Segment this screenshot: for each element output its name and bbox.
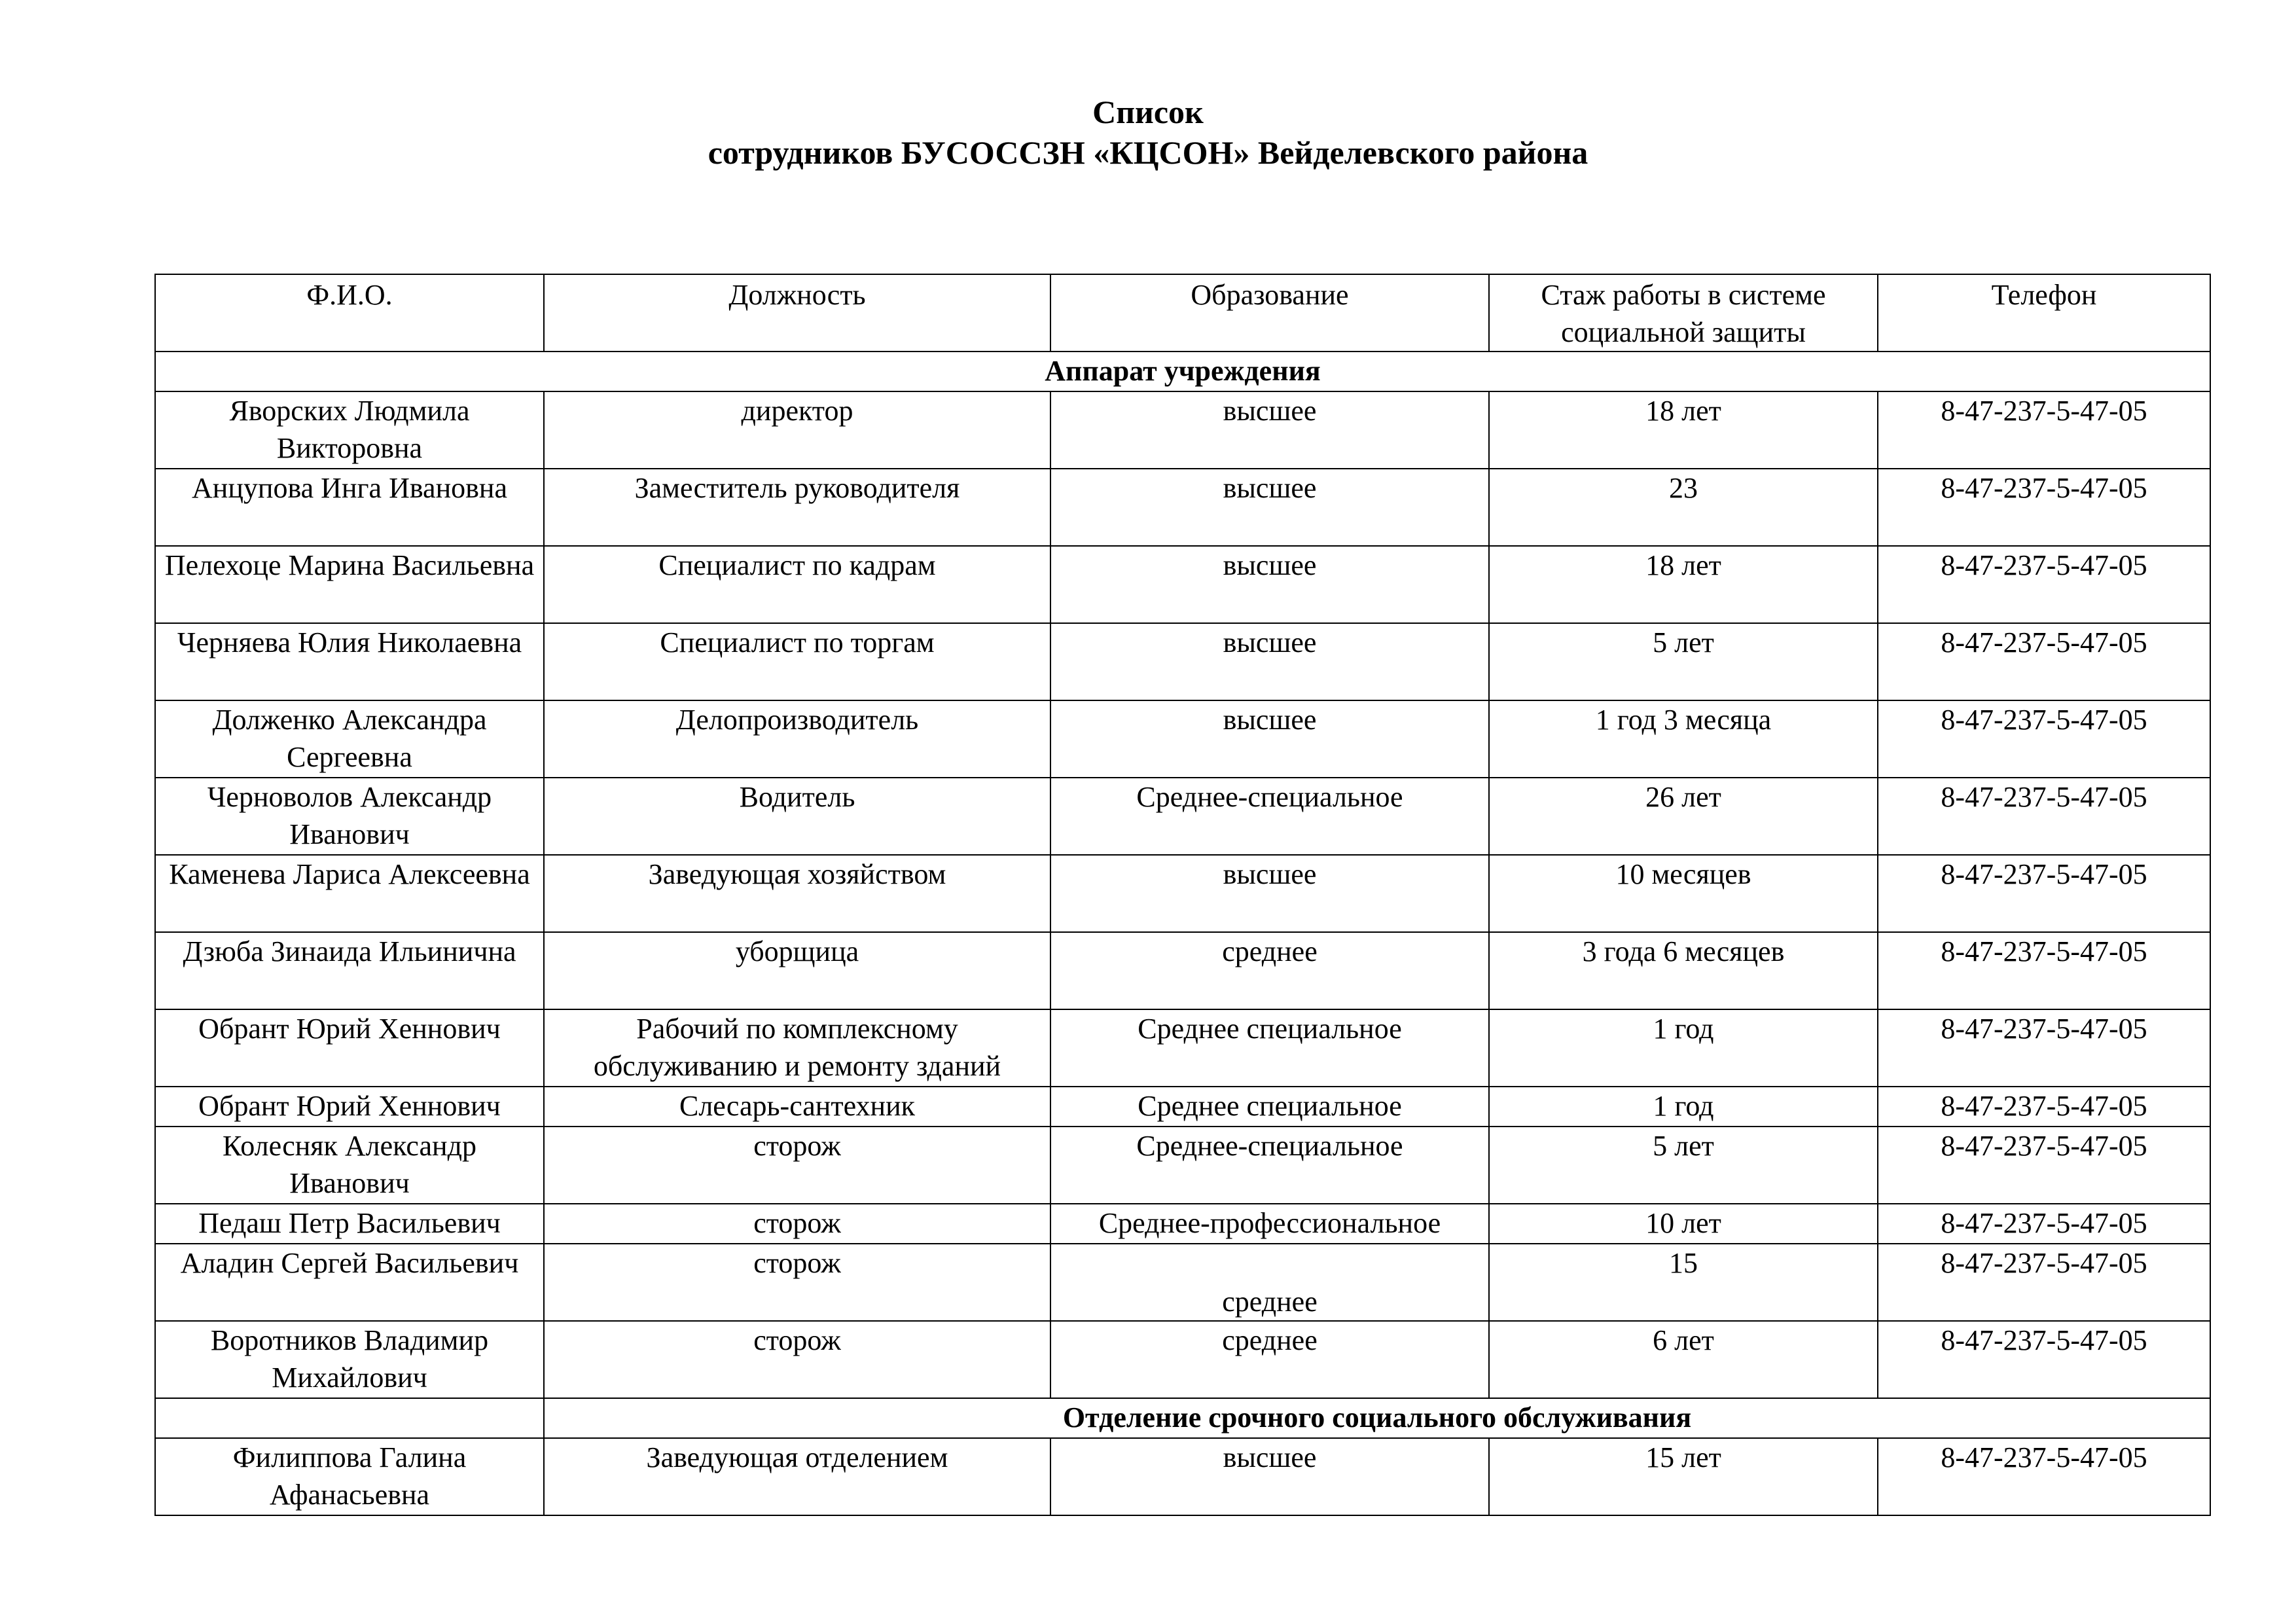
cell-position: сторож xyxy=(544,1244,1050,1321)
table-row xyxy=(155,546,2210,623)
cell-experience: 6 лет xyxy=(1489,1321,1878,1398)
cell-education: Среднее-профессиональное xyxy=(1050,1204,1489,1244)
table-row xyxy=(155,469,2210,546)
cell-education: высшее xyxy=(1050,855,1489,932)
cell-name: Яворских Людмила Викторовна xyxy=(155,391,544,469)
cell-phone: 8-47-237-5-47-05 xyxy=(1878,1127,2210,1204)
cell-experience: 1 год xyxy=(1489,1009,1878,1087)
cell-phone: 8-47-237-5-47-05 xyxy=(1878,1244,2210,1321)
cell-education: Среднее-специальное xyxy=(1050,1127,1489,1204)
cell-name: Колесняк Александр Иванович xyxy=(155,1127,544,1204)
cell-phone: 8-47-237-5-47-05 xyxy=(1878,623,2210,700)
cell-position: Специалист по кадрам xyxy=(544,546,1050,623)
cell-experience: 1 год 3 месяца xyxy=(1489,700,1878,778)
cell-position: Слесарь-сантехник xyxy=(544,1087,1050,1127)
cell-name: Обрант Юрий Хеннович xyxy=(155,1009,544,1087)
cell-phone: 8-47-237-5-47-05 xyxy=(1878,469,2210,546)
table-header-row xyxy=(155,274,2210,352)
cell-position: Заведующая хозяйством xyxy=(544,855,1050,932)
section-row xyxy=(155,352,2210,391)
cell-name: Воротников Владимир Михайлович xyxy=(155,1321,544,1398)
cell-experience: 10 месяцев xyxy=(1489,855,1878,932)
table-row xyxy=(155,623,2210,700)
cell-experience: 5 лет xyxy=(1489,1127,1878,1204)
cell-phone: 8-47-237-5-47-05 xyxy=(1878,1438,2210,1515)
cell-phone: 8-47-237-5-47-05 xyxy=(1878,778,2210,855)
table-row xyxy=(155,1009,2210,1087)
cell-name: Каменева Лариса Алексеевна xyxy=(155,855,544,932)
cell-position: Заместитель руководителя xyxy=(544,469,1050,546)
cell-education: высшее xyxy=(1050,469,1489,546)
cell-name: Дзюба Зинаида Ильинична xyxy=(155,932,544,1009)
cell-name: Педаш Петр Васильевич xyxy=(155,1204,544,1244)
cell-name: Черняева Юлия Николаевна xyxy=(155,623,544,700)
cell-name: Пелехоце Марина Васильевна xyxy=(155,546,544,623)
table-row xyxy=(155,391,2210,469)
cell-name: Обрант Юрий Хеннович xyxy=(155,1087,544,1127)
cell-position: сторож xyxy=(544,1127,1050,1204)
cell-phone: 8-47-237-5-47-05 xyxy=(1878,391,2210,469)
cell-name: Черноволов Александр Иванович xyxy=(155,778,544,855)
document-title: Список xyxy=(1092,94,1204,130)
header-name: Ф.И.О. xyxy=(155,274,544,352)
cell-experience: 1 год xyxy=(1489,1087,1878,1127)
cell-education: среднее xyxy=(1050,932,1489,1009)
cell-experience: 3 года 6 месяцев xyxy=(1489,932,1878,1009)
cell-experience: 23 xyxy=(1489,469,1878,546)
cell-phone: 8-47-237-5-47-05 xyxy=(1878,1204,2210,1244)
table-row xyxy=(155,855,2210,932)
cell-name: Филиппова Галина Афанасьевна xyxy=(155,1438,544,1515)
cell-position: сторож xyxy=(544,1321,1050,1398)
section-title: Аппарат учреждения xyxy=(155,352,2210,391)
staff-table xyxy=(154,274,2211,1516)
header-phone: Телефон xyxy=(1878,274,2210,352)
header-position: Должность xyxy=(544,274,1050,352)
table-row xyxy=(155,1204,2210,1244)
cell-education: среднее xyxy=(1050,1244,1489,1321)
cell-phone: 8-47-237-5-47-05 xyxy=(1878,1087,2210,1127)
cell-education: Среднее-специальное xyxy=(1050,778,1489,855)
cell-phone: 8-47-237-5-47-05 xyxy=(1878,932,2210,1009)
table-row xyxy=(155,700,2210,778)
cell-phone: 8-47-237-5-47-05 xyxy=(1878,855,2210,932)
cell-phone: 8-47-237-5-47-05 xyxy=(1878,1009,2210,1087)
table-row xyxy=(155,1321,2210,1398)
cell-phone: 8-47-237-5-47-05 xyxy=(1878,546,2210,623)
cell-experience: 15 лет xyxy=(1489,1438,1878,1515)
cell-name: Аладин Сергей Васильевич xyxy=(155,1244,544,1321)
header-education: Образование xyxy=(1050,274,1489,352)
cell-education: высшее xyxy=(1050,700,1489,778)
cell-education: высшее xyxy=(1050,623,1489,700)
table-row xyxy=(155,932,2210,1009)
cell-experience: 5 лет xyxy=(1489,623,1878,700)
table-row xyxy=(155,1244,2210,1321)
cell-position: Рабочий по комплексному обслуживанию и ремонту зданий xyxy=(544,1009,1050,1087)
table-row xyxy=(155,1127,2210,1204)
cell-experience: 10 лет xyxy=(1489,1204,1878,1244)
document-title-block xyxy=(0,92,2296,173)
cell-position: уборщица xyxy=(544,932,1050,1009)
cell-name: Анцупова Инга Ивановна xyxy=(155,469,544,546)
section-empty-cell xyxy=(155,1398,544,1438)
cell-education: среднее xyxy=(1050,1321,1489,1398)
cell-position: директор xyxy=(544,391,1050,469)
table-row xyxy=(155,778,2210,855)
cell-education: Среднее специальное xyxy=(1050,1087,1489,1127)
cell-position: сторож xyxy=(544,1204,1050,1244)
cell-education: высшее xyxy=(1050,1438,1489,1515)
cell-position: Заведующая отделением xyxy=(544,1438,1050,1515)
table-row xyxy=(155,1087,2210,1127)
cell-experience: 26 лет xyxy=(1489,778,1878,855)
section-title: Отделение срочного социального обслуживания xyxy=(544,1398,2210,1438)
table-row xyxy=(155,1438,2210,1515)
cell-position: Водитель xyxy=(544,778,1050,855)
cell-education: высшее xyxy=(1050,546,1489,623)
cell-education: Среднее специальное xyxy=(1050,1009,1489,1087)
cell-experience: 18 лет xyxy=(1489,391,1878,469)
cell-position: Специалист по торгам xyxy=(544,623,1050,700)
header-experience: Стаж работы в системе социальной защиты xyxy=(1489,274,1878,352)
cell-phone: 8-47-237-5-47-05 xyxy=(1878,1321,2210,1398)
cell-position: Делопроизводитель xyxy=(544,700,1050,778)
section-row xyxy=(155,1398,2210,1438)
cell-name: Долженко Александра Сергеевна xyxy=(155,700,544,778)
cell-phone: 8-47-237-5-47-05 xyxy=(1878,700,2210,778)
cell-experience: 18 лет xyxy=(1489,546,1878,623)
cell-experience: 15 xyxy=(1489,1244,1878,1321)
cell-education: высшее xyxy=(1050,391,1489,469)
document-subtitle: сотрудников БУСОССЗН «КЦСОН» Вейделевского района xyxy=(708,134,1588,171)
